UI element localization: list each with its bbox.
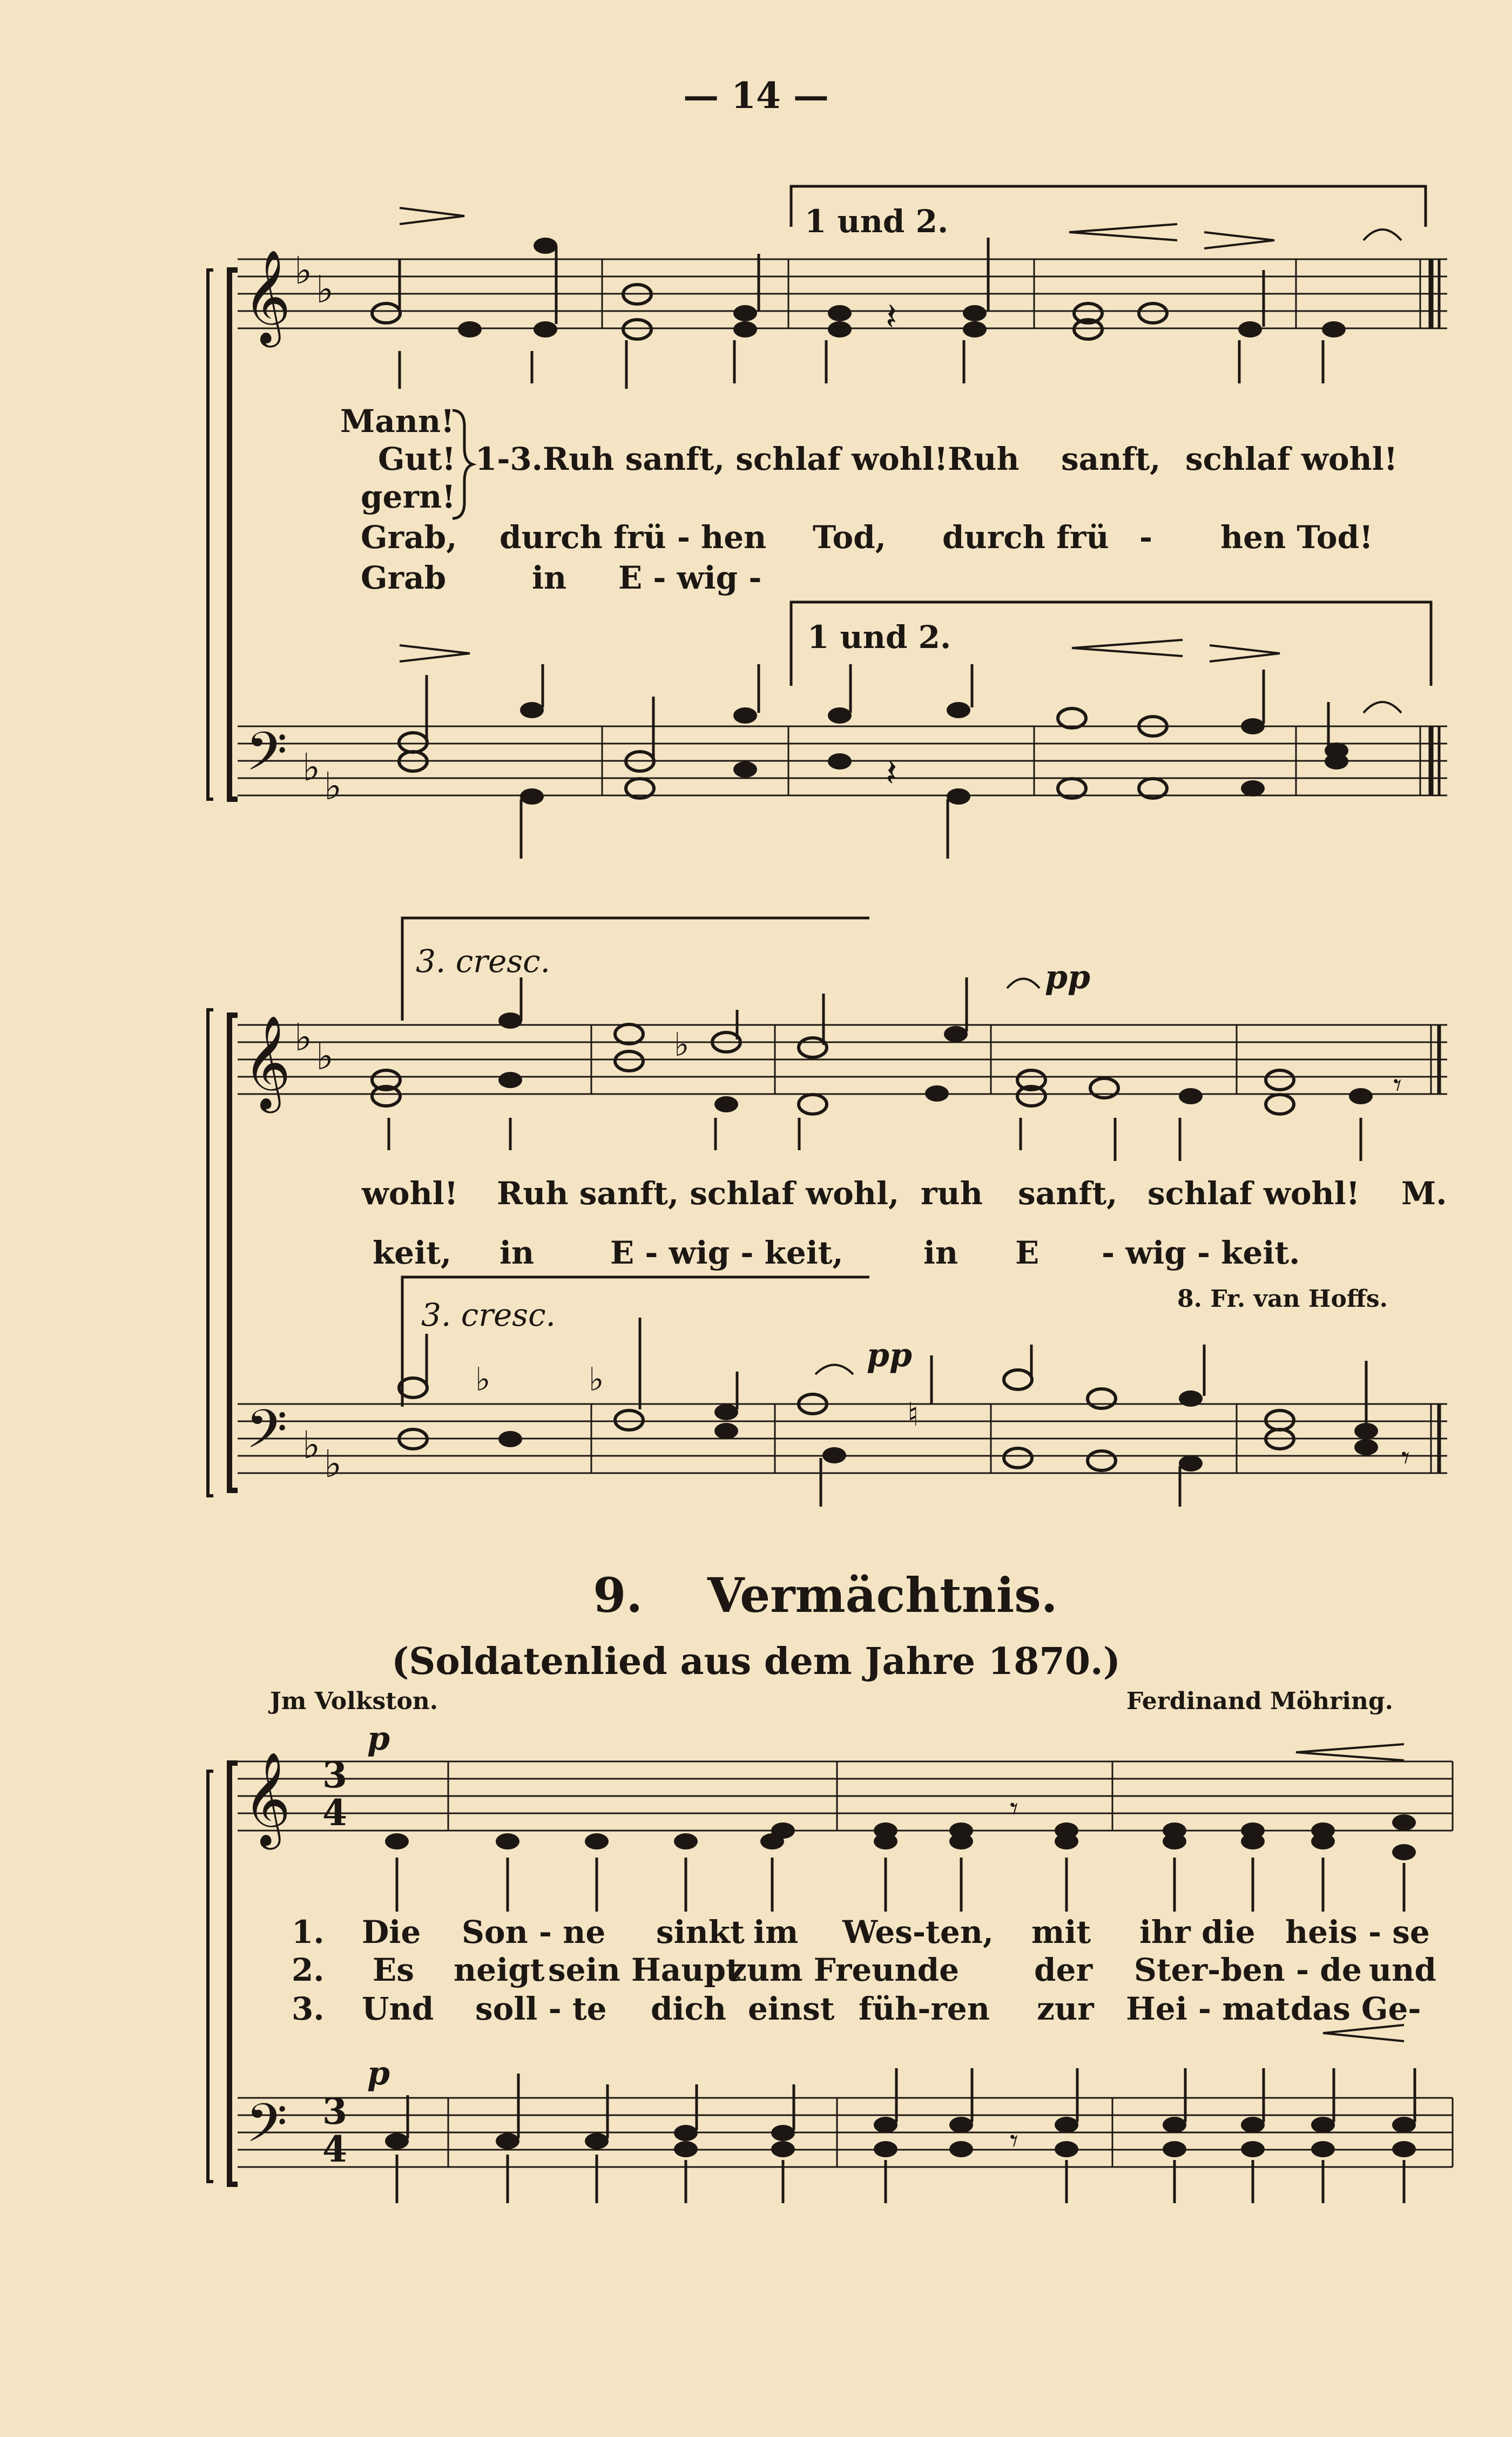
key-signature-flat: ♭ xyxy=(324,764,342,808)
verse-number: 3. xyxy=(292,1990,325,2027)
tempo-marking: Jm Volkston. xyxy=(270,1687,438,1715)
staff-bracket xyxy=(230,270,238,799)
bass-clef: 𝄢 xyxy=(246,721,288,796)
key-signature-flat: ♭ xyxy=(316,1034,334,1078)
lyric: E - wig - xyxy=(618,559,762,596)
time-signature-top: 3 xyxy=(322,2090,347,2132)
accent-mark xyxy=(400,208,464,224)
lyric: Son - ne xyxy=(462,1914,606,1950)
decrescendo-hairpin xyxy=(1210,645,1280,661)
lyric: soll - te xyxy=(475,1990,607,2027)
time-signature-bottom: 4 xyxy=(322,2128,347,2170)
quarter-rest: 𝄽 xyxy=(886,294,897,339)
lyric: Grab, xyxy=(361,519,457,556)
key-signature-flat: ♭ xyxy=(316,267,334,312)
natural-accidental: ♮ xyxy=(907,1396,919,1434)
lyric: wohl! xyxy=(362,1175,458,1212)
lyric: hen Tod! xyxy=(1220,519,1373,556)
bass-staff xyxy=(238,2098,1453,2167)
accent-mark xyxy=(400,645,470,661)
crescendo-hairpin xyxy=(1069,224,1177,240)
lyric: Ruh sanft, schlaf wohl, xyxy=(497,1175,900,1212)
bass-notes xyxy=(385,2117,1416,2157)
verse-number: 1. xyxy=(292,1914,325,1950)
key-signature-flat: ♭ xyxy=(302,1423,321,1467)
lyric: E xyxy=(1015,1234,1040,1271)
lyric: - xyxy=(1139,519,1153,556)
lyric: - wig - keit. xyxy=(1102,1234,1300,1271)
lyric: sanft, xyxy=(1061,441,1161,477)
volta-label: 1 und 2. xyxy=(807,619,951,656)
volta-label: 3. cresc. xyxy=(421,1297,556,1333)
lyric: zum Freunde xyxy=(729,1952,960,1988)
dynamic-mark: p xyxy=(367,2055,390,2092)
lyric: gern! xyxy=(361,478,456,515)
lyric: M. xyxy=(1401,1175,1447,1212)
dynamic-mark: p xyxy=(367,1720,390,1758)
eighth-rest: 𝄾 xyxy=(1010,2122,1018,2160)
lyric: schlaf wohl! xyxy=(1185,441,1398,477)
crescendo-hairpin xyxy=(1323,2025,1404,2041)
key-signature-flat: ♭ xyxy=(302,745,321,789)
treble-clef: 𝄞 xyxy=(243,1752,291,1846)
lyric: die xyxy=(1202,1914,1256,1950)
lyric: heis - se xyxy=(1285,1914,1430,1950)
volta-label: 3. cresc. xyxy=(416,943,550,980)
dynamic-mark: pp xyxy=(867,1336,912,1374)
lyric: durch frü - hen xyxy=(500,519,767,556)
fermata xyxy=(815,1365,853,1375)
lyric: Die xyxy=(362,1914,421,1950)
treble-notes xyxy=(372,238,1346,339)
system-3 xyxy=(208,1720,1453,2203)
treble-clef: 𝄞 xyxy=(243,249,291,343)
lyric: sanft, xyxy=(1018,1175,1118,1212)
quarter-rest: 𝄽 xyxy=(886,751,897,795)
eighth-rest: 𝄾 xyxy=(1010,1790,1018,1828)
song-header xyxy=(268,1567,1393,1715)
lyric: in xyxy=(500,1234,535,1271)
staff-bracket xyxy=(230,1763,238,2184)
time-signature-bottom: 4 xyxy=(322,1792,347,1834)
lyric: Ruh xyxy=(948,441,1020,477)
lyric: zur xyxy=(1037,1990,1094,2027)
lyric: Hei - mat xyxy=(1126,1990,1290,2027)
time-signature-top: 3 xyxy=(322,1754,347,1796)
lyric: schlaf wohl! xyxy=(1148,1175,1360,1212)
lyric: dich xyxy=(651,1990,727,2027)
eighth-rest: 𝄾 xyxy=(1393,1066,1402,1104)
lyric: der xyxy=(1034,1952,1093,1988)
lyric: E - wig - keit, xyxy=(610,1234,843,1271)
lyric: neigt xyxy=(454,1952,545,1988)
system-2 xyxy=(208,918,1447,1507)
lyric: ihr xyxy=(1139,1914,1191,1950)
lyric: durch frü xyxy=(942,519,1109,556)
flat-accidental: ♭ xyxy=(589,1361,604,1399)
treble-stems xyxy=(389,977,1361,1161)
lyrics-system-2 xyxy=(361,1175,1447,1313)
treble-clef: 𝄞 xyxy=(243,1015,291,1109)
lyric: im xyxy=(753,1914,799,1950)
treble-staff xyxy=(238,1761,1453,1831)
lyric: 1-3.Ruh sanft, schlaf wohl! xyxy=(475,441,948,477)
crescendo-hairpin xyxy=(1296,1744,1404,1760)
page-number: — 14 — xyxy=(683,75,829,117)
system-bracket xyxy=(208,1010,213,1496)
song-subtitle: (Soldatenlied aus dem Jahre 1870.) xyxy=(392,1640,1120,1683)
fermata xyxy=(1364,702,1401,713)
verses xyxy=(292,1914,1436,2027)
composer-name: Ferdinand Möhring. xyxy=(1126,1687,1393,1715)
lyric: Es xyxy=(373,1952,414,1988)
staff-bracket xyxy=(230,1015,238,1490)
volta-label: 1 und 2. xyxy=(805,203,949,240)
lyric: sein Haupt xyxy=(548,1952,740,1988)
lyric: Mann! xyxy=(340,403,455,440)
flat-accidental: ♭ xyxy=(674,1026,690,1064)
key-signature-flat: ♭ xyxy=(294,248,313,293)
lyric: einst xyxy=(748,1990,835,2027)
treble-stems xyxy=(400,238,1323,389)
system-bracket xyxy=(208,270,213,799)
key-signature-flat: ♭ xyxy=(324,1442,342,1486)
lyric: Wes-ten, xyxy=(842,1914,994,1950)
lyric: in xyxy=(532,559,567,596)
arranger-credit: 8. Fr. van Hoffs. xyxy=(1177,1285,1388,1313)
eighth-rest: 𝄾 xyxy=(1401,1439,1410,1477)
lyric: in xyxy=(923,1234,959,1271)
bass-clef: 𝄢 xyxy=(246,1399,288,1474)
crescendo-hairpin xyxy=(1072,640,1183,656)
lyric: Ster-ben - de xyxy=(1134,1952,1362,1988)
lyric: das Ge- xyxy=(1291,1990,1421,2027)
bass-clef: 𝄢 xyxy=(246,2092,288,2168)
song-number: 9. xyxy=(593,1567,643,1623)
flat-accidental: ♭ xyxy=(475,1361,491,1399)
lyric: sinkt xyxy=(656,1914,745,1950)
system-bracket xyxy=(208,1771,213,2182)
lyric: Gut! xyxy=(378,441,456,477)
lyric: Grab xyxy=(361,559,447,596)
dynamic-mark: pp xyxy=(1045,958,1090,996)
treble-notes xyxy=(372,1012,1373,1114)
lyric: Tod, xyxy=(813,519,886,556)
lyric: ruh xyxy=(921,1175,983,1212)
lyric: mit xyxy=(1031,1914,1091,1950)
bass-stems xyxy=(397,2068,1415,2203)
lyric: und xyxy=(1369,1952,1436,1988)
lyric: Und xyxy=(362,1990,434,2027)
decrescendo-hairpin xyxy=(1204,232,1274,248)
system-1 xyxy=(208,186,1447,859)
song-title: Vermächtnis. xyxy=(707,1567,1058,1623)
bass-notes xyxy=(399,702,1348,805)
fermata xyxy=(1364,229,1401,240)
treble-stems xyxy=(397,1858,1404,1912)
lyric: keit, xyxy=(373,1234,452,1271)
lyrics-system-1 xyxy=(340,403,1398,596)
lyric: füh-ren xyxy=(859,1990,990,2027)
verse-number: 2. xyxy=(292,1952,325,1988)
fermata xyxy=(1007,979,1040,989)
treble-notes xyxy=(385,1814,1416,1860)
key-signature-flat: ♭ xyxy=(294,1015,313,1059)
